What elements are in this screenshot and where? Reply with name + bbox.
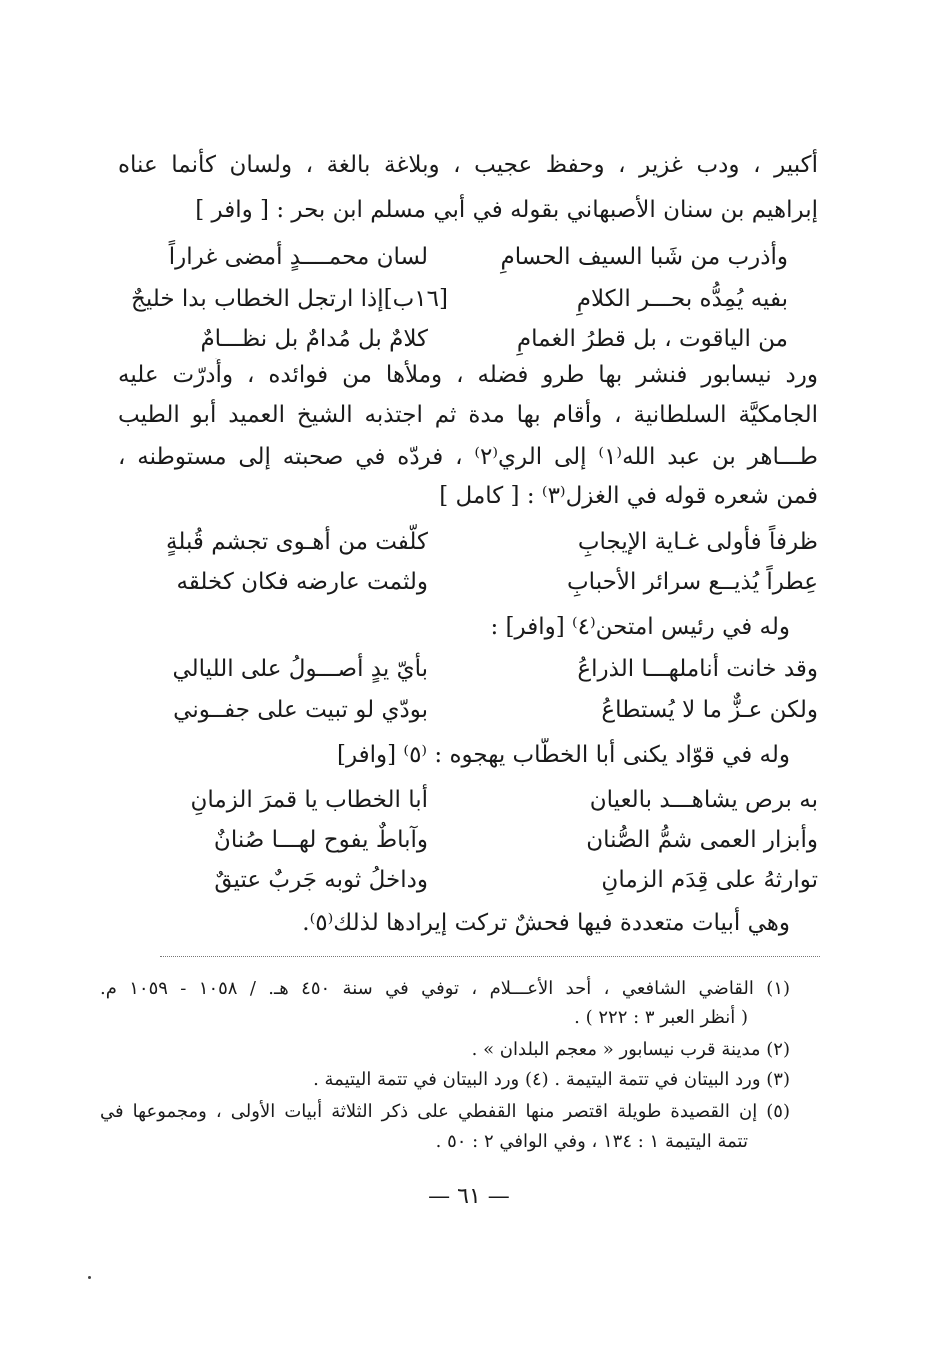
- footnote-separator: [160, 956, 820, 957]
- poem-hemistich-second: به برص يشاهـــد بالعيان: [589, 787, 818, 813]
- scan-speck: [88, 1276, 91, 1279]
- poem-hemistich-second: توارثهُ على قِدَم الزمانِ: [601, 867, 818, 893]
- prose-line: فمن شعره قوله في الغزل⁽٣⁾ : [ كامل ]: [439, 483, 818, 509]
- page-number: — ٦١ —: [428, 1184, 510, 1209]
- prose-line: ورد نيسابور فنشر بها طرو فضله ، وملأها من فوائده ، وأُدرّت عليه: [118, 362, 818, 388]
- poem-hemistich-second: ولكن عـزٌّ ما لا يُستطاعُ: [601, 697, 818, 723]
- closing-line: وهي أبيات متعددة فيها فحشٌ تركت إيرادها لذلك⁽٥⁾.: [302, 910, 790, 936]
- poem-hemistich-second: وأبزار العمى شمُّ الصُّنان: [586, 827, 818, 853]
- poem-hemistich-second: عِطراً يُذيــع سرائر الأحبابِ: [567, 569, 818, 595]
- poem-hemistich-first: [١٦ب]إذا ارتجل الخطاب بدا خليجٌ: [130, 286, 448, 312]
- poem-hemistich-second: ظرفاً فأولى غـاية الإيجابِ: [577, 529, 818, 555]
- poem-hemistich-second: من الياقوت ، بل قطرُ الغمامِ: [516, 326, 788, 352]
- poem-hemistich-first: أبا الخطاب يا قمرَ الزمانِ: [190, 787, 428, 813]
- footnote: (١) القاضي الشافعي ، أحد الأعـــلام ، توفي في سنة ٤٥٠ هـ. / ١٠٥٨ - ١٠٥٩ م.: [100, 978, 791, 999]
- poem-hemistich-second: بفيه يُمِدُّه بحـــر الكلامِ: [576, 286, 788, 312]
- footnote: (٣) ورد البيتان في تتمة اليتيمة . (٤) ورد البيتان في تتمة اليتيمة .: [313, 1069, 790, 1090]
- poem-hemistich-second: وقد خانت أناملهـــا الذراعُ: [577, 656, 818, 682]
- prose-line: طـــاهر بن عبد الله⁽١⁾ إلى الري⁽٢⁾ ، فردّه في صحبته إلى مستوطنه ،: [118, 444, 818, 470]
- poem-hemistich-second: وأذرب من شَبا السيف الحسامِ: [500, 244, 788, 270]
- poem-hemistich-first: كلّفت من أهـوى تجشم قُبلةٍ: [166, 529, 428, 555]
- prose-line: أكبير ، ودب غزير ، وحفظ عجيب ، وبلاغة بالغة ، ولسان كأنما عناه: [118, 152, 818, 178]
- poem-hemistich-first: وآباطٌ يفوح لهـــا صُنانٌ: [213, 827, 428, 853]
- footnote: (٢) مدينة قرب نيسابور « معجم البلدان » .: [471, 1039, 790, 1060]
- poem-hemistich-first: كلامٌ بل مُدامٌ بل نظـــامٌ: [200, 326, 428, 352]
- poem-hemistich-first: وداخلُ ثوبه جَربٌ عتيقٌ: [214, 867, 428, 893]
- prose-line: الجامكيَّة السلطانية ، وأقام بها مدة ثم اجتذبه الشيخ العميد أبو الطيب: [118, 402, 818, 428]
- footnote: تتمة اليتيمة ١ : ١٣٤ ، وفي الوافي ٢ : ٥٠ .: [435, 1131, 748, 1152]
- poem-hemistich-first: ولثمت عارضه فكان كخلقه: [176, 569, 428, 595]
- prose-line: إبراهيم بن سنان الأصبهاني بقوله في أبي مسلم ابن بحر : [ وافر ]: [195, 197, 818, 223]
- poem-hemistich-first: بأيّ يدٍ أصـــولُ على الليالي: [172, 656, 428, 682]
- poem-intro: وله في قوّاد يكنى أبا الخطّاب يهجوه : ⁽٥⁾ [وافر]: [336, 742, 790, 768]
- poem-hemistich-first: لسان محمــــدٍ أمضى غراراً: [168, 244, 428, 270]
- poem-intro: وله في رئيس امتحن⁽٤⁾ [وافر] :: [490, 614, 790, 640]
- poem-hemistich-first: بودّي لو تبيت على جفــوني: [173, 697, 428, 723]
- footnote: (٥) إن القصيدة طويلة اقتصر منها القفطي على ذكر الثلاثة أبيات الأولى ، ومجموعها في: [100, 1101, 790, 1122]
- footnote: ( أنظر العبر ٣ : ٢٢٢ ) .: [574, 1007, 748, 1028]
